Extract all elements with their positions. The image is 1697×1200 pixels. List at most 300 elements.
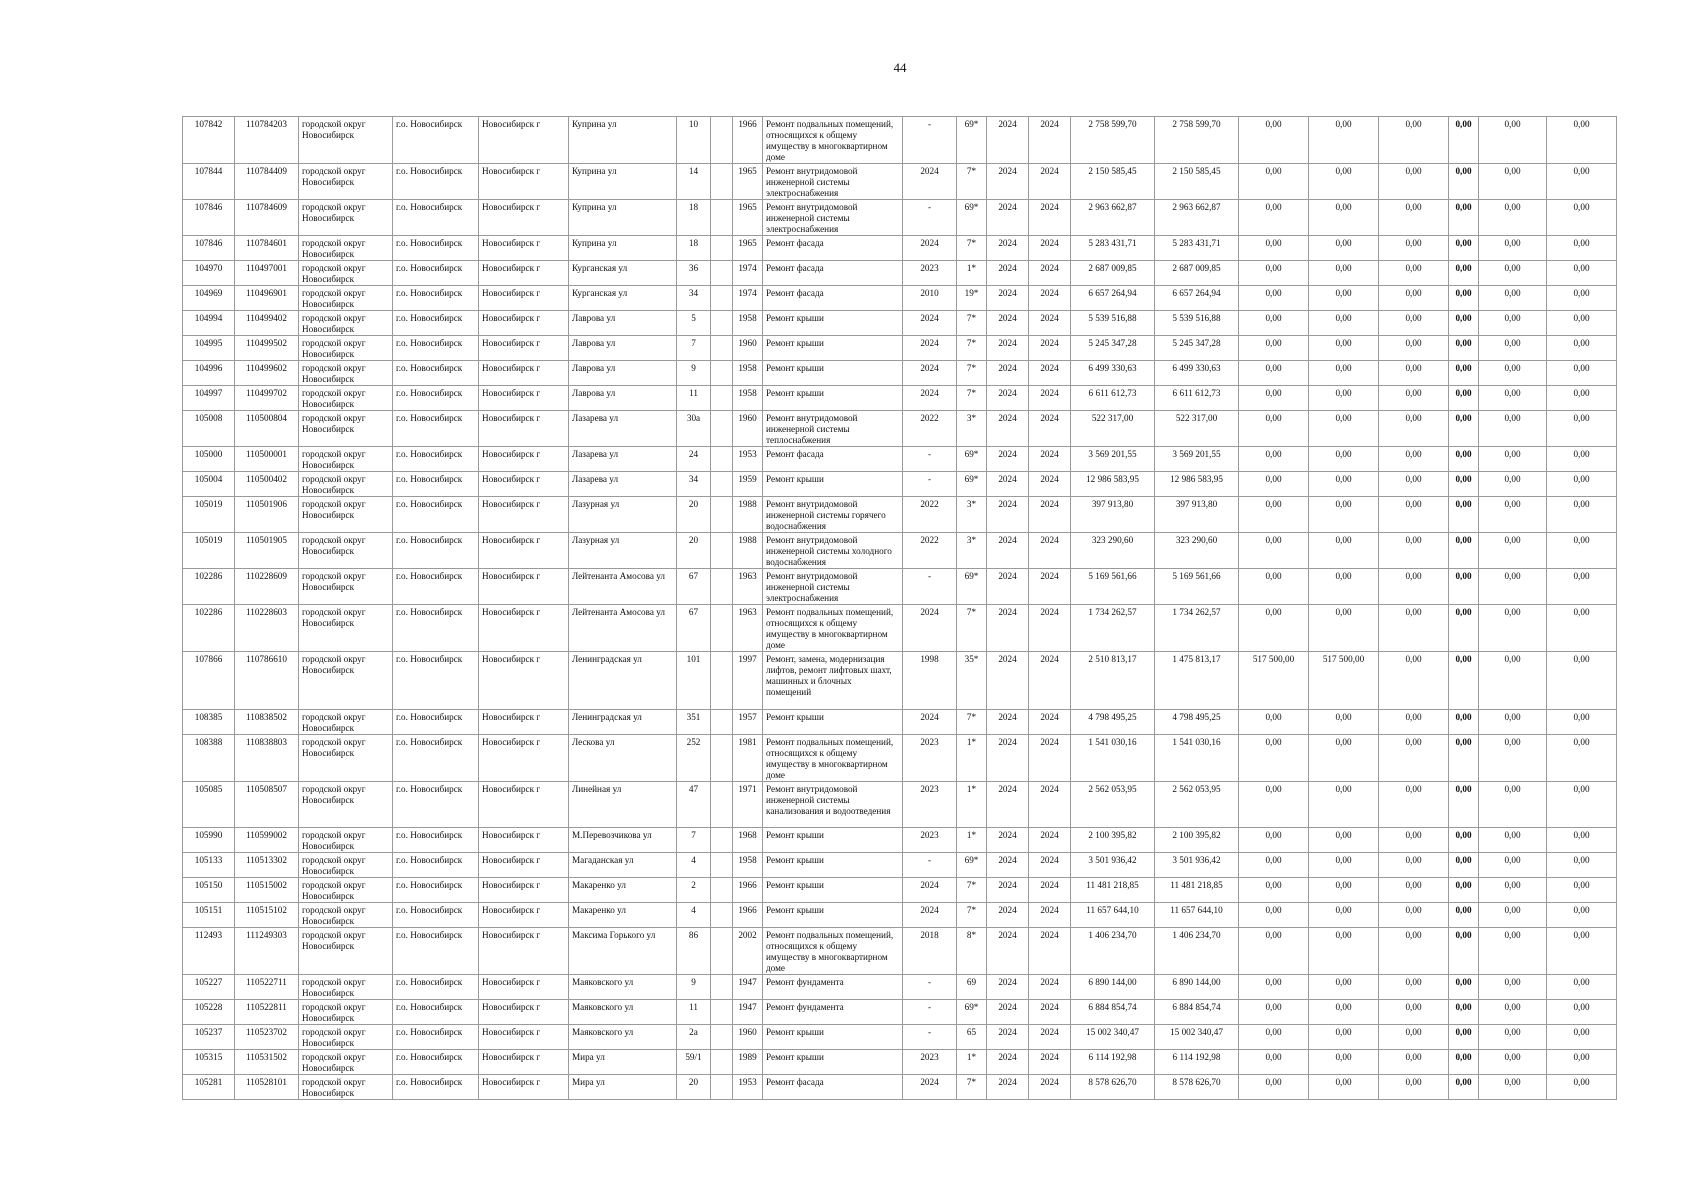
cell-work-type: Ремонт внутридомовой инженерной системы канализования и водоотведения xyxy=(763,782,903,828)
cell-basis: 7* xyxy=(957,164,987,200)
cell-start-year: 2024 xyxy=(987,605,1029,652)
cell-start-year: 2024 xyxy=(987,164,1029,200)
cell-other-source: 0,00 xyxy=(1479,878,1547,903)
cell-work-type: Ремонт фасада xyxy=(763,286,903,311)
cell-city: Новосибирск г xyxy=(479,1075,569,1100)
cell-city: Новосибирск г xyxy=(479,1025,569,1050)
cell-budget-federal: 0,00 xyxy=(1239,1025,1309,1050)
cell-fund-cost: 2 150 585,45 xyxy=(1155,164,1239,200)
cell-basis: 69* xyxy=(957,1000,987,1025)
cell-end-year: 2024 xyxy=(1029,311,1071,336)
cell-budget-local: 0,00 xyxy=(1379,975,1449,1000)
cell-address-id: 104994 xyxy=(183,311,235,336)
cell-budget-federal: 0,00 xyxy=(1239,782,1309,828)
cell-settlement: г.о. Новосибирск xyxy=(393,928,479,975)
table-row xyxy=(183,117,1617,164)
cell-municipal-district: городской округ Новосибирск xyxy=(299,361,393,386)
cell-work-type: Ремонт внутридомовой инженерной системы электроснабжения xyxy=(763,164,903,200)
cell-house-number: 9 xyxy=(677,975,711,1000)
cell-street: Лаврова ул xyxy=(569,361,677,386)
cell-object-code: 110499602 xyxy=(235,361,299,386)
cell-budget-federal: 0,00 xyxy=(1239,928,1309,975)
page-number: 44 xyxy=(893,60,907,75)
cell-work-type: Ремонт фасада xyxy=(763,236,903,261)
cell-budget-regional: 0,00 xyxy=(1309,1075,1379,1100)
cell-other-cost: 0,00 xyxy=(1547,735,1617,782)
table-row xyxy=(183,878,1617,903)
cell-budget-regional: 0,00 xyxy=(1309,1050,1379,1075)
cell-owner-share: 0,00 xyxy=(1449,1000,1479,1025)
cell-city: Новосибирск г xyxy=(479,533,569,569)
cell-work-type: Ремонт подвальных помещений, относящихся к общему имуществу в многоквартирном доме xyxy=(763,117,903,164)
cell-street: Лаврова ул xyxy=(569,386,677,411)
cell-object-code: 110501906 xyxy=(235,497,299,533)
cell-address-id: 104970 xyxy=(183,261,235,286)
cell-budget-local: 0,00 xyxy=(1379,1050,1449,1075)
cell-owner-share: 0,00 xyxy=(1449,710,1479,735)
cell-basis: 7* xyxy=(957,878,987,903)
cell-work-type: Ремонт крыши xyxy=(763,903,903,928)
cell-house-number: 24 xyxy=(677,447,711,472)
cell-address-id: 102286 xyxy=(183,569,235,605)
cell-work-type: Ремонт крыши xyxy=(763,311,903,336)
cell-budget-local: 0,00 xyxy=(1379,411,1449,447)
cell-start-year: 2024 xyxy=(987,735,1029,782)
cell-work-type: Ремонт крыши xyxy=(763,853,903,878)
cell-city: Новосибирск г xyxy=(479,361,569,386)
cell-street: Лаврова ул xyxy=(569,336,677,361)
cell-municipal-district: городской округ Новосибирск xyxy=(299,117,393,164)
cell-city: Новосибирск г xyxy=(479,164,569,200)
cell-budget-federal: 0,00 xyxy=(1239,735,1309,782)
cell-street: Мира ул xyxy=(569,1050,677,1075)
cell-settlement: г.о. Новосибирск xyxy=(393,261,479,286)
cell-municipal-district: городской округ Новосибирск xyxy=(299,735,393,782)
cell-house-number: 351 xyxy=(677,710,711,735)
cell-work-type: Ремонт подвальных помещений, относящихся к общему имуществу в многоквартирном доме xyxy=(763,735,903,782)
cell-address-id: 107842 xyxy=(183,117,235,164)
cell-last-repair-year: - xyxy=(903,853,957,878)
cell-building xyxy=(711,928,733,975)
cell-owner-share: 0,00 xyxy=(1449,200,1479,236)
cell-last-repair-year: 2024 xyxy=(903,903,957,928)
cell-last-repair-year: 2024 xyxy=(903,878,957,903)
cell-year-built: 1965 xyxy=(733,200,763,236)
cell-fund-cost: 6 114 192,98 xyxy=(1155,1050,1239,1075)
cell-house-number: 20 xyxy=(677,1075,711,1100)
cell-house-number: 4 xyxy=(677,903,711,928)
cell-other-source: 0,00 xyxy=(1479,853,1547,878)
cell-other-cost: 0,00 xyxy=(1547,472,1617,497)
cell-year-built: 1958 xyxy=(733,361,763,386)
cell-basis: 7* xyxy=(957,710,987,735)
cell-end-year: 2024 xyxy=(1029,117,1071,164)
cell-house-number: 4 xyxy=(677,853,711,878)
cell-object-code: 110784409 xyxy=(235,164,299,200)
cell-other-cost: 0,00 xyxy=(1547,828,1617,853)
cell-start-year: 2024 xyxy=(987,853,1029,878)
cell-basis: 69* xyxy=(957,447,987,472)
cell-last-repair-year: 2022 xyxy=(903,411,957,447)
cell-start-year: 2024 xyxy=(987,361,1029,386)
cell-start-year: 2024 xyxy=(987,652,1029,710)
cell-year-built: 1988 xyxy=(733,533,763,569)
cell-total-cost: 5 283 431,71 xyxy=(1071,236,1155,261)
cell-budget-federal: 0,00 xyxy=(1239,497,1309,533)
cell-work-type: Ремонт фундамента xyxy=(763,1000,903,1025)
cell-municipal-district: городской округ Новосибирск xyxy=(299,878,393,903)
cell-municipal-district: городской округ Новосибирск xyxy=(299,903,393,928)
table-row xyxy=(183,200,1617,236)
cell-house-number: 34 xyxy=(677,472,711,497)
cell-city: Новосибирск г xyxy=(479,497,569,533)
cell-municipal-district: городской округ Новосибирск xyxy=(299,386,393,411)
cell-owner-share: 0,00 xyxy=(1449,828,1479,853)
cell-address-id: 107866 xyxy=(183,652,235,710)
cell-object-code: 110228609 xyxy=(235,569,299,605)
cell-last-repair-year: 2022 xyxy=(903,533,957,569)
cell-municipal-district: городской округ Новосибирск xyxy=(299,236,393,261)
cell-house-number: 20 xyxy=(677,533,711,569)
cell-owner-share: 0,00 xyxy=(1449,975,1479,1000)
cell-year-built: 1960 xyxy=(733,1025,763,1050)
cell-end-year: 2024 xyxy=(1029,878,1071,903)
cell-other-source: 0,00 xyxy=(1479,735,1547,782)
cell-city: Новосибирск г xyxy=(479,975,569,1000)
cell-end-year: 2024 xyxy=(1029,1075,1071,1100)
cell-work-type: Ремонт крыши xyxy=(763,336,903,361)
cell-settlement: г.о. Новосибирск xyxy=(393,164,479,200)
cell-city: Новосибирск г xyxy=(479,782,569,828)
table-row xyxy=(183,652,1617,710)
cell-work-type: Ремонт крыши xyxy=(763,710,903,735)
cell-city: Новосибирск г xyxy=(479,311,569,336)
cell-budget-local: 0,00 xyxy=(1379,472,1449,497)
table-row xyxy=(183,164,1617,200)
cell-budget-regional: 0,00 xyxy=(1309,361,1379,386)
cell-other-source: 0,00 xyxy=(1479,472,1547,497)
cell-basis: 8* xyxy=(957,928,987,975)
cell-other-cost: 0,00 xyxy=(1547,652,1617,710)
cell-house-number: 14 xyxy=(677,164,711,200)
cell-budget-regional: 0,00 xyxy=(1309,286,1379,311)
cell-object-code: 110523702 xyxy=(235,1025,299,1050)
table-row xyxy=(183,386,1617,411)
cell-last-repair-year: 2024 xyxy=(903,1075,957,1100)
cell-budget-local: 0,00 xyxy=(1379,386,1449,411)
cell-fund-cost: 5 539 516,88 xyxy=(1155,311,1239,336)
cell-budget-federal: 0,00 xyxy=(1239,533,1309,569)
cell-other-source: 0,00 xyxy=(1479,605,1547,652)
cell-municipal-district: городской округ Новосибирск xyxy=(299,928,393,975)
cell-building xyxy=(711,1050,733,1075)
cell-year-built: 1966 xyxy=(733,878,763,903)
cell-total-cost: 2 510 813,17 xyxy=(1071,652,1155,710)
cell-building xyxy=(711,361,733,386)
cell-basis: 69* xyxy=(957,569,987,605)
cell-budget-federal: 0,00 xyxy=(1239,236,1309,261)
cell-building xyxy=(711,1075,733,1100)
cell-building xyxy=(711,311,733,336)
cell-end-year: 2024 xyxy=(1029,411,1071,447)
cell-house-number: 47 xyxy=(677,782,711,828)
cell-street: Куприна ул xyxy=(569,164,677,200)
cell-work-type: Ремонт внутридомовой инженерной системы теплоснабжения xyxy=(763,411,903,447)
cell-settlement: г.о. Новосибирск xyxy=(393,569,479,605)
cell-fund-cost: 397 913,80 xyxy=(1155,497,1239,533)
cell-budget-local: 0,00 xyxy=(1379,1075,1449,1100)
cell-other-cost: 0,00 xyxy=(1547,236,1617,261)
cell-start-year: 2024 xyxy=(987,336,1029,361)
cell-object-code: 110784601 xyxy=(235,236,299,261)
cell-start-year: 2024 xyxy=(987,472,1029,497)
cell-total-cost: 6 114 192,98 xyxy=(1071,1050,1155,1075)
cell-budget-federal: 0,00 xyxy=(1239,164,1309,200)
cell-basis: 35* xyxy=(957,652,987,710)
cell-start-year: 2024 xyxy=(987,386,1029,411)
cell-municipal-district: городской округ Новосибирск xyxy=(299,710,393,735)
cell-house-number: 10 xyxy=(677,117,711,164)
cell-fund-cost: 15 002 340,47 xyxy=(1155,1025,1239,1050)
cell-owner-share: 0,00 xyxy=(1449,605,1479,652)
cell-other-cost: 0,00 xyxy=(1547,200,1617,236)
cell-building xyxy=(711,286,733,311)
table-row xyxy=(183,533,1617,569)
cell-last-repair-year: - xyxy=(903,117,957,164)
cell-budget-federal: 0,00 xyxy=(1239,117,1309,164)
cell-budget-federal: 0,00 xyxy=(1239,903,1309,928)
cell-owner-share: 0,00 xyxy=(1449,286,1479,311)
cell-fund-cost: 323 290,60 xyxy=(1155,533,1239,569)
cell-building xyxy=(711,569,733,605)
cell-budget-regional: 0,00 xyxy=(1309,975,1379,1000)
cell-start-year: 2024 xyxy=(987,828,1029,853)
cell-fund-cost: 1 734 262,57 xyxy=(1155,605,1239,652)
cell-end-year: 2024 xyxy=(1029,652,1071,710)
cell-building xyxy=(711,472,733,497)
cell-object-code: 110531502 xyxy=(235,1050,299,1075)
cell-end-year: 2024 xyxy=(1029,1050,1071,1075)
cell-address-id: 105150 xyxy=(183,878,235,903)
cell-settlement: г.о. Новосибирск xyxy=(393,336,479,361)
cell-other-source: 0,00 xyxy=(1479,782,1547,828)
cell-budget-local: 0,00 xyxy=(1379,710,1449,735)
cell-year-built: 1947 xyxy=(733,975,763,1000)
cell-year-built: 1997 xyxy=(733,652,763,710)
cell-year-built: 1953 xyxy=(733,447,763,472)
cell-budget-regional: 0,00 xyxy=(1309,782,1379,828)
cell-settlement: г.о. Новосибирск xyxy=(393,903,479,928)
cell-end-year: 2024 xyxy=(1029,903,1071,928)
cell-last-repair-year: 2023 xyxy=(903,828,957,853)
cell-address-id: 105151 xyxy=(183,903,235,928)
cell-start-year: 2024 xyxy=(987,200,1029,236)
cell-municipal-district: городской округ Новосибирск xyxy=(299,605,393,652)
cell-end-year: 2024 xyxy=(1029,533,1071,569)
cell-last-repair-year: - xyxy=(903,1025,957,1050)
cell-owner-share: 0,00 xyxy=(1449,336,1479,361)
table-row xyxy=(183,236,1617,261)
cell-budget-federal: 0,00 xyxy=(1239,311,1309,336)
cell-settlement: г.о. Новосибирск xyxy=(393,411,479,447)
cell-street: Куприна ул xyxy=(569,117,677,164)
cell-fund-cost: 2 100 395,82 xyxy=(1155,828,1239,853)
cell-budget-regional: 0,00 xyxy=(1309,1000,1379,1025)
capital-repair-table xyxy=(182,116,1617,1100)
cell-start-year: 2024 xyxy=(987,782,1029,828)
cell-other-cost: 0,00 xyxy=(1547,605,1617,652)
cell-budget-federal: 0,00 xyxy=(1239,1000,1309,1025)
cell-other-source: 0,00 xyxy=(1479,652,1547,710)
cell-budget-regional: 0,00 xyxy=(1309,735,1379,782)
cell-street: Куприна ул xyxy=(569,236,677,261)
cell-building xyxy=(711,411,733,447)
cell-other-cost: 0,00 xyxy=(1547,928,1617,975)
cell-work-type: Ремонт крыши xyxy=(763,361,903,386)
cell-object-code: 110500402 xyxy=(235,472,299,497)
cell-budget-federal: 0,00 xyxy=(1239,286,1309,311)
cell-owner-share: 0,00 xyxy=(1449,1025,1479,1050)
cell-street: Мира ул xyxy=(569,1075,677,1100)
cell-municipal-district: городской округ Новосибирск xyxy=(299,164,393,200)
cell-settlement: г.о. Новосибирск xyxy=(393,447,479,472)
cell-last-repair-year: 2024 xyxy=(903,361,957,386)
cell-address-id: 104995 xyxy=(183,336,235,361)
cell-municipal-district: городской округ Новосибирск xyxy=(299,533,393,569)
cell-budget-local: 0,00 xyxy=(1379,361,1449,386)
cell-fund-cost: 5 283 431,71 xyxy=(1155,236,1239,261)
cell-address-id: 105019 xyxy=(183,497,235,533)
cell-budget-local: 0,00 xyxy=(1379,311,1449,336)
cell-city: Новосибирск г xyxy=(479,236,569,261)
cell-budget-local: 0,00 xyxy=(1379,200,1449,236)
cell-year-built: 1966 xyxy=(733,117,763,164)
cell-house-number: 2 xyxy=(677,878,711,903)
cell-total-cost: 2 758 599,70 xyxy=(1071,117,1155,164)
cell-city: Новосибирск г xyxy=(479,447,569,472)
cell-address-id: 104969 xyxy=(183,286,235,311)
cell-start-year: 2024 xyxy=(987,710,1029,735)
cell-work-type: Ремонт внутридомовой инженерной системы горячего водоснабжения xyxy=(763,497,903,533)
cell-budget-regional: 0,00 xyxy=(1309,117,1379,164)
cell-other-source: 0,00 xyxy=(1479,336,1547,361)
cell-budget-regional: 0,00 xyxy=(1309,1025,1379,1050)
cell-house-number: 59/1 xyxy=(677,1050,711,1075)
cell-total-cost: 2 100 395,82 xyxy=(1071,828,1155,853)
cell-other-source: 0,00 xyxy=(1479,286,1547,311)
cell-city: Новосибирск г xyxy=(479,1000,569,1025)
cell-total-cost: 522 317,00 xyxy=(1071,411,1155,447)
table-row xyxy=(183,472,1617,497)
cell-house-number: 30а xyxy=(677,411,711,447)
cell-basis: 3* xyxy=(957,533,987,569)
cell-object-code: 110515102 xyxy=(235,903,299,928)
cell-house-number: 2а xyxy=(677,1025,711,1050)
cell-house-number: 9 xyxy=(677,361,711,386)
cell-last-repair-year: 2010 xyxy=(903,286,957,311)
cell-last-repair-year: 2023 xyxy=(903,1050,957,1075)
cell-city: Новосибирск г xyxy=(479,652,569,710)
cell-street: Линейная ул xyxy=(569,782,677,828)
cell-last-repair-year: - xyxy=(903,569,957,605)
cell-other-source: 0,00 xyxy=(1479,236,1547,261)
cell-object-code: 110838502 xyxy=(235,710,299,735)
cell-city: Новосибирск г xyxy=(479,472,569,497)
cell-year-built: 1971 xyxy=(733,782,763,828)
cell-year-built: 1963 xyxy=(733,605,763,652)
cell-total-cost: 11 481 218,85 xyxy=(1071,878,1155,903)
cell-owner-share: 0,00 xyxy=(1449,236,1479,261)
cell-owner-share: 0,00 xyxy=(1449,261,1479,286)
cell-house-number: 20 xyxy=(677,497,711,533)
cell-municipal-district: городской округ Новосибирск xyxy=(299,447,393,472)
cell-building xyxy=(711,164,733,200)
cell-owner-share: 0,00 xyxy=(1449,853,1479,878)
cell-settlement: г.о. Новосибирск xyxy=(393,286,479,311)
cell-budget-local: 0,00 xyxy=(1379,261,1449,286)
cell-building xyxy=(711,1025,733,1050)
cell-address-id: 105019 xyxy=(183,533,235,569)
cell-total-cost: 5 539 516,88 xyxy=(1071,311,1155,336)
cell-budget-federal: 0,00 xyxy=(1239,386,1309,411)
cell-other-cost: 0,00 xyxy=(1547,903,1617,928)
cell-other-cost: 0,00 xyxy=(1547,1000,1617,1025)
cell-last-repair-year: 2023 xyxy=(903,782,957,828)
cell-address-id: 105237 xyxy=(183,1025,235,1050)
cell-total-cost: 6 884 854,74 xyxy=(1071,1000,1155,1025)
cell-last-repair-year: 2023 xyxy=(903,261,957,286)
cell-last-repair-year: - xyxy=(903,472,957,497)
cell-work-type: Ремонт крыши xyxy=(763,878,903,903)
cell-end-year: 2024 xyxy=(1029,447,1071,472)
cell-municipal-district: городской округ Новосибирск xyxy=(299,975,393,1000)
cell-address-id: 105281 xyxy=(183,1075,235,1100)
cell-settlement: г.о. Новосибирск xyxy=(393,1050,479,1075)
cell-total-cost: 1 734 262,57 xyxy=(1071,605,1155,652)
cell-total-cost: 6 611 612,73 xyxy=(1071,386,1155,411)
cell-street: Ленинградская ул xyxy=(569,710,677,735)
cell-start-year: 2024 xyxy=(987,236,1029,261)
cell-end-year: 2024 xyxy=(1029,336,1071,361)
cell-total-cost: 2 963 662,87 xyxy=(1071,200,1155,236)
cell-address-id: 108388 xyxy=(183,735,235,782)
cell-end-year: 2024 xyxy=(1029,361,1071,386)
cell-owner-share: 0,00 xyxy=(1449,533,1479,569)
cell-building xyxy=(711,447,733,472)
cell-city: Новосибирск г xyxy=(479,336,569,361)
cell-basis: 7* xyxy=(957,311,987,336)
cell-total-cost: 2 150 585,45 xyxy=(1071,164,1155,200)
cell-other-cost: 0,00 xyxy=(1547,1050,1617,1075)
cell-year-built: 1953 xyxy=(733,1075,763,1100)
cell-other-source: 0,00 xyxy=(1479,447,1547,472)
cell-budget-federal: 517 500,00 xyxy=(1239,652,1309,710)
cell-settlement: г.о. Новосибирск xyxy=(393,117,479,164)
cell-city: Новосибирск г xyxy=(479,928,569,975)
table-row xyxy=(183,828,1617,853)
cell-owner-share: 0,00 xyxy=(1449,411,1479,447)
table-row xyxy=(183,710,1617,735)
cell-address-id: 104997 xyxy=(183,386,235,411)
cell-last-repair-year: 1998 xyxy=(903,652,957,710)
cell-address-id: 105000 xyxy=(183,447,235,472)
cell-settlement: г.о. Новосибирск xyxy=(393,975,479,1000)
cell-budget-regional: 0,00 xyxy=(1309,828,1379,853)
cell-house-number: 7 xyxy=(677,336,711,361)
cell-year-built: 1958 xyxy=(733,853,763,878)
cell-settlement: г.о. Новосибирск xyxy=(393,735,479,782)
table-row xyxy=(183,975,1617,1000)
